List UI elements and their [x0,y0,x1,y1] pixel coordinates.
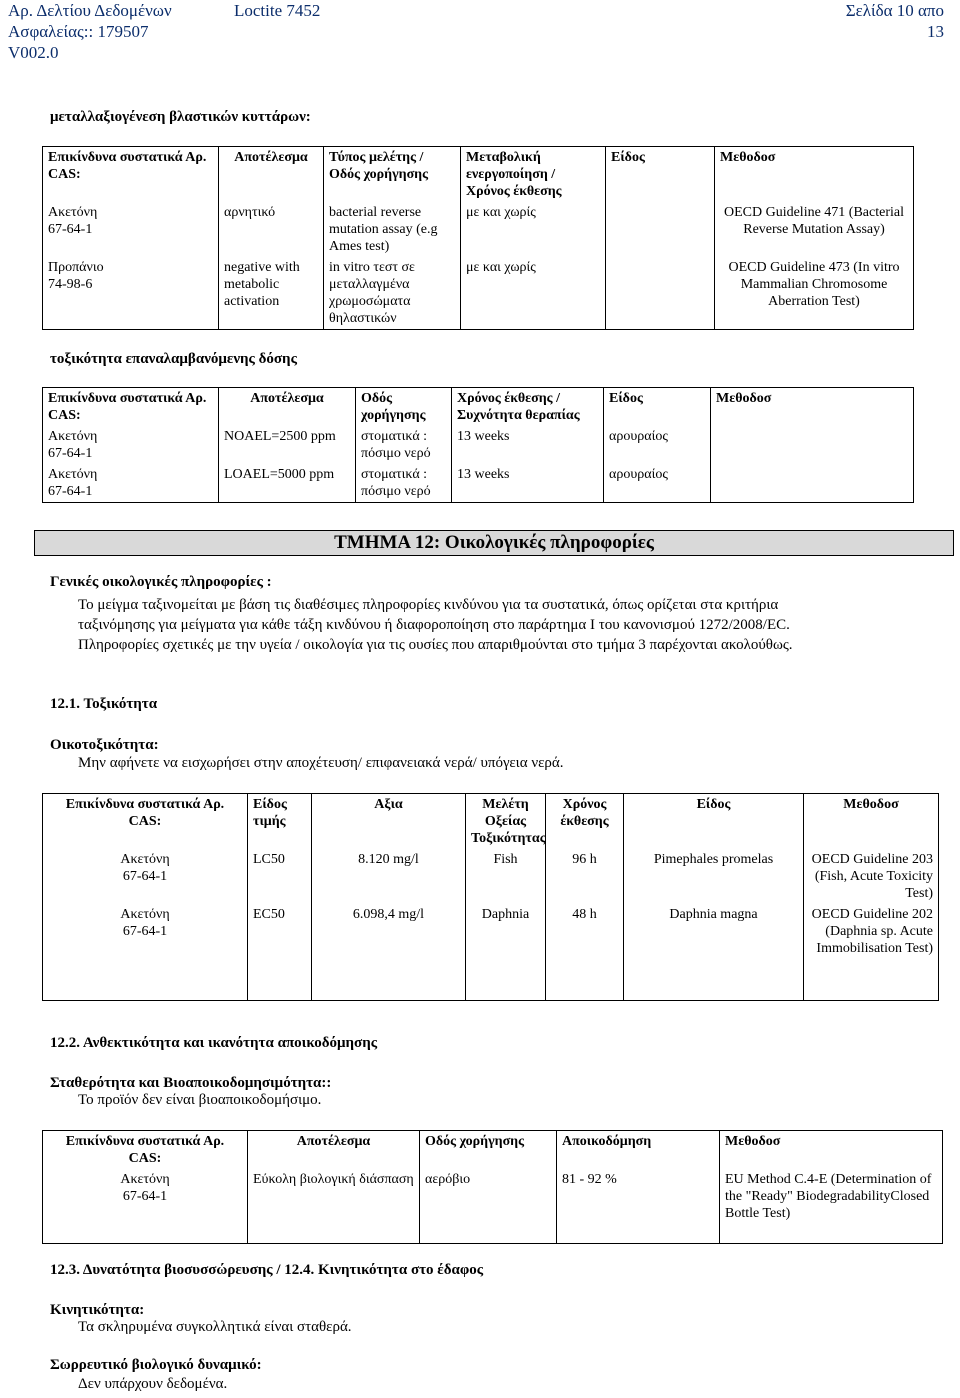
degradation-cell: 81 - 92 % [557,1169,720,1243]
route-cell: στοματικά : πόσιμο νερό [356,464,452,503]
value-type-cell: LC50 [248,849,312,904]
header-page-line2: 13 [927,22,944,41]
header-sds-number [8,0,172,63]
ecotoxicity-text: Μην αφήνετε να εισχωρήσει στην αποχέτευση/ επιφανειακά νερά/ υπόγεια νερά. [78,755,564,771]
species-cell [606,202,715,257]
activation-cell: με και χωρίς [461,202,606,257]
table-header-cell: Χρόνος έκθεσης [546,794,624,850]
method-cell [711,464,914,503]
table-header-cell: Αποτέλεσμα [248,1131,420,1170]
result-cell: αρνητικό [219,202,324,257]
table-header-row [43,1131,943,1170]
table-row [43,904,939,1000]
biodegradation-table [42,1130,943,1244]
method-cell: OECD Guideline 202 (Daphnia sp. Acute Immobilisation Test) [804,904,939,1000]
table-header-cell: Αξια [312,794,466,850]
table-header-cell: Είδος [624,794,804,850]
mutagenicity-title: μεταλλαξιογένεση βλαστικών κυττάρων: [50,109,311,125]
substance-name: Ακετόνη [48,467,98,482]
table-header-cell: Αποτέλεσμα [219,147,324,203]
substance-name: Ακετόνη [120,907,170,922]
time-cell: 48 h [546,904,624,1000]
value-type-cell: EC50 [248,904,312,1000]
table-header-cell: Επικίνδυνα συστατικά Αρ. CAS: [43,147,219,203]
substance-name: Ακετόνη [48,205,98,220]
bioaccumulation-text: Δεν υπάρχουν δεδομένα. [78,1376,228,1392]
study-cell: Fish [466,849,546,904]
result-cell: NOAEL=2500 ppm [219,426,356,464]
study-cell: bacterial reverse mutation assay (e.g Ames test) [324,202,461,257]
repeated-dose-table [42,387,914,503]
general-eco-title: Γενικές οικολογικές πληροφορίες : [50,574,272,590]
header-left-line1: Αρ. Δελτίου Δεδομένων [8,1,172,20]
general-eco-text [78,595,938,655]
method-cell: OECD Guideline 203 (Fish, Acute Toxicity Test) [804,849,939,904]
substance-name: Ακετόνη [120,1172,170,1187]
table-header-cell: Οδός χορήγησης [420,1131,557,1170]
route-cell: αερόβιο [420,1169,557,1243]
bioaccumulation-title: Σωρρευτικό βιολογικό δυναμικό: [50,1357,262,1373]
method-cell: OECD Guideline 471 (Bacterial Reverse Mutation Assay) [715,202,914,257]
study-cell: in vitro τεστ σε μεταλλαγμένα χρωμοσώματα θηλαστικών [324,257,461,330]
table-row [43,202,914,257]
cas-number: 67-64-1 [48,222,93,237]
table-header-row [43,147,914,203]
mobility-title: Κινητικότητα: [50,1302,145,1318]
ecotoxicity-title: Οικοτοξικότητα: [50,737,159,753]
header-left-line3: V002.0 [8,43,59,62]
section-12-banner: ΤΜΗΜΑ 12: Οικολογικές πληροφορίες [34,530,954,556]
table-header-cell: Επικίνδυνα συστατικά Αρ. CAS: [43,388,219,427]
toxicity-subsection-title: 12.1. Τοξικότητα [50,696,158,712]
table-header-cell: Μεθοδοσ [804,794,939,850]
value-cell: 6.098,4 mg/l [312,904,466,1000]
result-cell: LOAEL=5000 ppm [219,464,356,503]
method-cell [711,426,914,464]
route-cell: στοματικά : πόσιμο νερό [356,426,452,464]
table-header-cell: Μεθοδοσ [711,388,914,427]
table-row [43,1169,943,1243]
species-cell: αρουραίος [604,426,711,464]
table-header-cell: Μεθοδοσ [715,147,914,203]
mutagenicity-table [42,146,914,330]
species-cell: αρουραίος [604,464,711,503]
time-cell: 13 weeks [452,464,604,503]
cas-number: 67-64-1 [122,1189,168,1204]
time-cell: 13 weeks [452,426,604,464]
table-header-cell: Οδός χορήγησης [356,388,452,427]
table-header-cell: Είδος τιμής [248,794,312,850]
method-cell: OECD Guideline 473 (In vitro Mammalian Chromosome Aberration Test) [715,257,914,330]
header-page-line1: Σελίδα 10 απο [845,1,944,20]
cas-number: 74-98-6 [48,277,93,292]
table-header-row [43,794,939,850]
stability-title: Σταθερότητα και Βιοαποικοδομησιμότητα:: [50,1075,332,1091]
table-header-cell: Είδος [606,147,715,203]
species-cell [606,257,715,330]
cas-number: 67-64-1 [122,869,168,884]
mobility-text: Τα σκληρυμένα συγκολλητικά είναι σταθερά. [78,1319,352,1335]
table-header-cell: Αποτέλεσμα [219,388,356,427]
value-cell: 8.120 mg/l [312,849,466,904]
ecotoxicity-table [42,793,939,1001]
result-cell: Εύκολη βιολογική διάσπαση [248,1169,420,1243]
table-header-cell: Χρόνος έκθεσης / Συχνότητα θεραπίας [452,388,604,427]
general-eco-text-line1: Το μείγμα ταξινομείται με βάση τις διαθέσιμες πληροφορίες κινδύνου για τα συστατικά, όπως ορίζεται στα κριτήρια [78,597,779,613]
table-row [43,849,939,904]
substance-name: Προπάνιο [48,260,104,275]
table-row [43,426,914,464]
table-header-cell: Είδος [604,388,711,427]
general-eco-text-line3: Πληροφορίες σχετικές με την υγεία / οικολογία για τις ουσίες που απαριθμούνται στο τμήμα 3 παρέχονται ακολούθως. [78,637,793,653]
general-eco-text-line2: ταξινόμησης για μείγματα για κάθε τάξη κινδύνου ή διαφοροποίηση στο παράρτημα I του κανονισμού 1272/2008/EC. [78,617,790,633]
repeated-dose-title: τοξικότητα επαναλαμβανόμενης δόσης [50,351,297,367]
table-header-cell: Αποικοδόμηση [557,1131,720,1170]
substance-name: Ακετόνη [120,852,170,867]
bioaccumulation-subsection-title: 12.3. Δυνατότητα βιοσυσσώρευσης / 12.4. Κινητικότητα στο έδαφος [50,1262,484,1278]
table-row [43,464,914,503]
cas-number: 67-64-1 [48,484,93,499]
cas-number: 67-64-1 [122,924,168,939]
table-header-row [43,388,914,427]
substance-name: Ακετόνη [48,429,98,444]
table-header-cell: Επικίνδυνα συστατικά Αρ. CAS: [43,1131,248,1170]
method-cell: EU Method C.4-E (Determination of the "Ready" BiodegradabilityClosed Bottle Test) [720,1169,943,1243]
table-header-cell: Μεταβολική ενεργοποίηση / Χρόνος έκθεσης [461,147,606,203]
header-product: Loctite 7452 [234,1,321,20]
species-cell: Pimephales promelas [624,849,804,904]
species-cell: Daphnia magna [624,904,804,1000]
activation-cell: με και χωρίς [461,257,606,330]
header-left-line2: Ασφαλείας:: 179507 [8,22,149,41]
stability-text: Το προϊόν δεν είναι βιοαποικοδομήσιμο. [78,1092,322,1108]
result-cell: negative with metabolic activation [219,257,324,330]
table-header-cell: Τύπος μελέτης / Οδός χορήγησης [324,147,461,203]
persistence-subsection-title: 12.2. Ανθεκτικότητα και ικανότητα αποικοδόμησης [50,1035,378,1051]
header-page-number [846,0,944,42]
table-header-cell: Επικίνδυνα συστατικά Αρ. CAS: [43,794,248,850]
study-cell: Daphnia [466,904,546,1000]
time-cell: 96 h [546,849,624,904]
table-row [43,257,914,330]
table-header-cell: Μελέτη Οξείας Τοξικότητας [466,794,546,850]
cas-number: 67-64-1 [48,446,93,461]
table-header-cell: Μεθοδοσ [720,1131,943,1170]
